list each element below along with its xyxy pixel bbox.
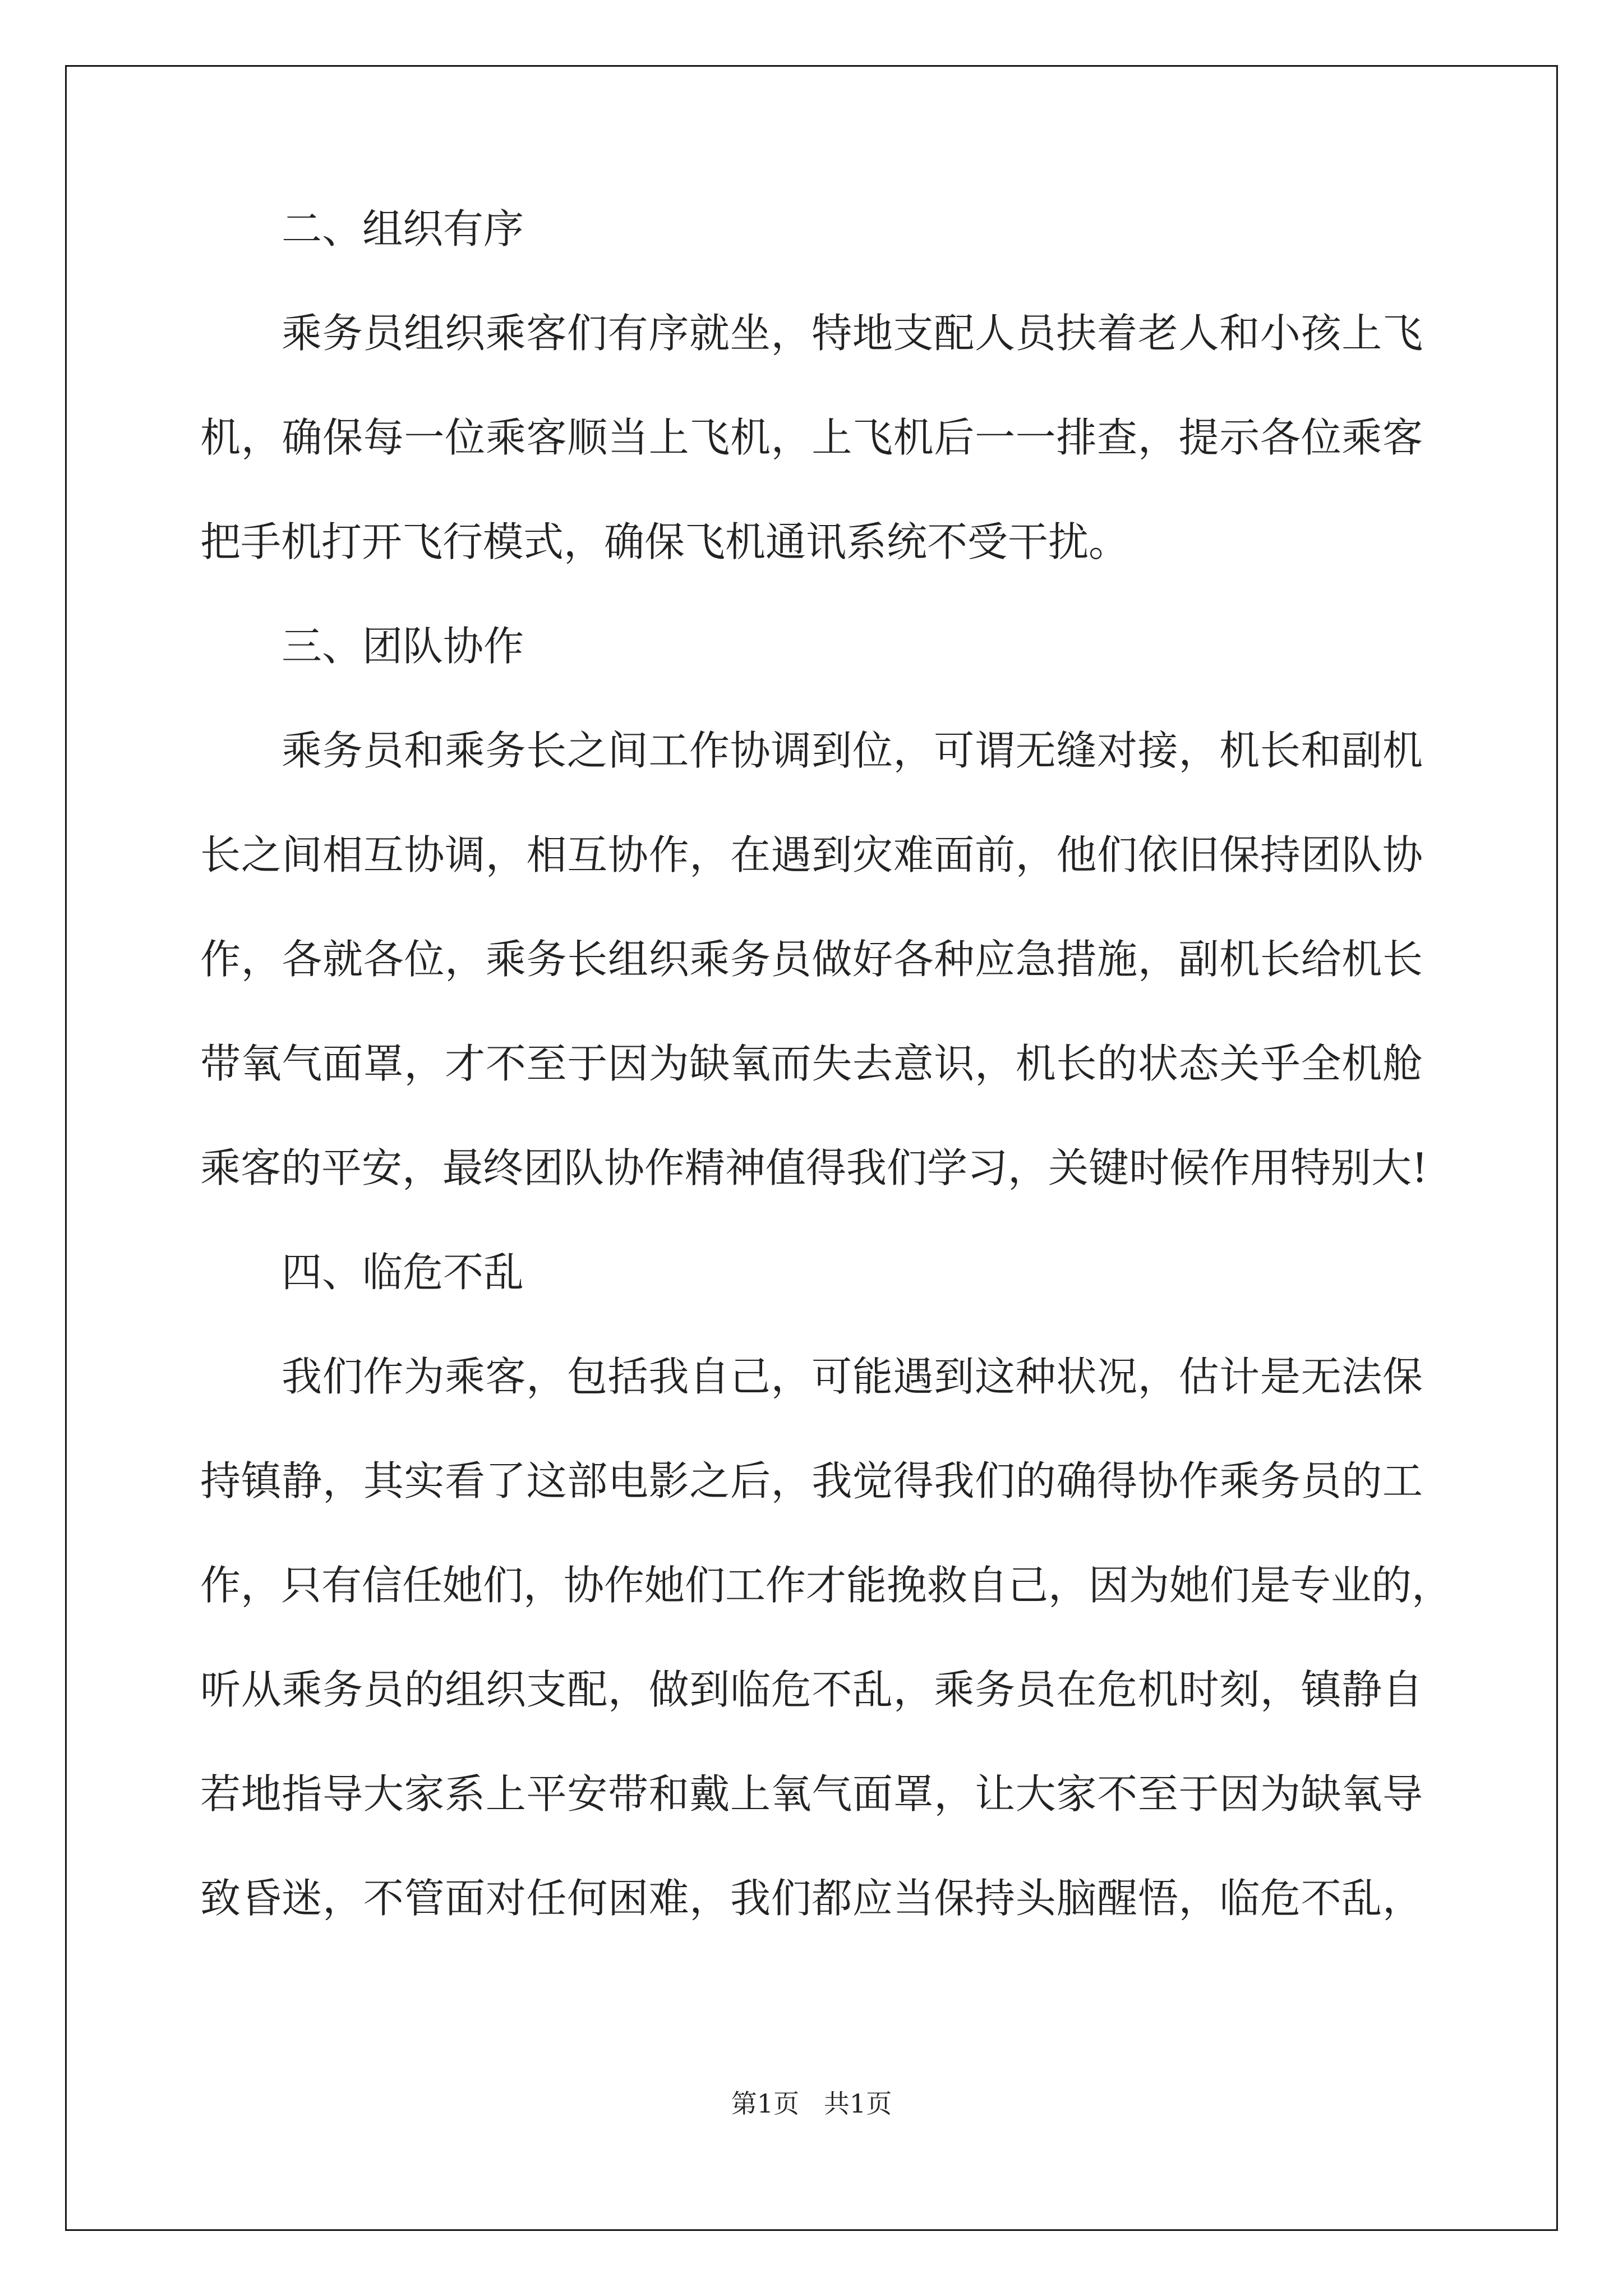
heading-organized: 二、组织有序	[282, 205, 524, 252]
paragraph-line: 持镇静，其实看了这部电影之后，我觉得我们的确得协作乘务员的工	[200, 1457, 1423, 1504]
paragraph-line: 若地指导大家系上平安带和戴上氧气面罩，让大家不至于因为缺氧导	[200, 1770, 1423, 1818]
paragraph-line: 长之间相互协调，相互协作，在遇到灾难面前，他们依旧保持团队协	[200, 831, 1423, 878]
paragraph-line: 机，确保每一位乘客顺当上飞机，上飞机后一一排查，提示各位乘客	[200, 414, 1423, 461]
paragraph-line: 带氧气面罩，才不至于因为缺氧而失去意识，机长的状态关乎全机舱	[200, 1040, 1423, 1087]
paragraph-line: 我们作为乘客，包括我自己，可能遇到这种状况，估计是无法保	[282, 1353, 1423, 1400]
paragraph-line: 作，只有信任她们，协作她们工作才能挽救自己，因为她们是专业的，	[200, 1562, 1453, 1609]
paragraph-line: 作，各就各位，乘务长组织乘务员做好各种应急措施，副机长给机长	[200, 936, 1423, 983]
paragraph-line: 把手机打开飞行模式，确保飞机通讯系统不受干扰。	[200, 518, 1129, 565]
paragraph-line: 乘务员组织乘客们有序就坐，特地支配人员扶着老人和小孩上飞	[282, 310, 1423, 357]
paragraph-line: 听从乘务员的组织支配，做到临危不乱，乘务员在危机时刻，镇静自	[200, 1666, 1423, 1713]
paragraph-line: 致昏迷，不管面对任何困难，我们都应当保持头脑醒悟，临危不乱，	[200, 1875, 1423, 1922]
paragraph-line: 乘务员和乘务长之间工作协调到位，可谓无缝对接，机长和副机	[282, 727, 1423, 774]
paragraph-line: 乘客的平安，最终团队协作精神值得我们学习，关键时候作用特别大!	[200, 1144, 1428, 1191]
heading-calm-in-danger: 四、临危不乱	[282, 1249, 524, 1296]
heading-teamwork: 三、团队协作	[282, 623, 524, 670]
page-footer: 第1页 共1页	[731, 2088, 892, 2119]
